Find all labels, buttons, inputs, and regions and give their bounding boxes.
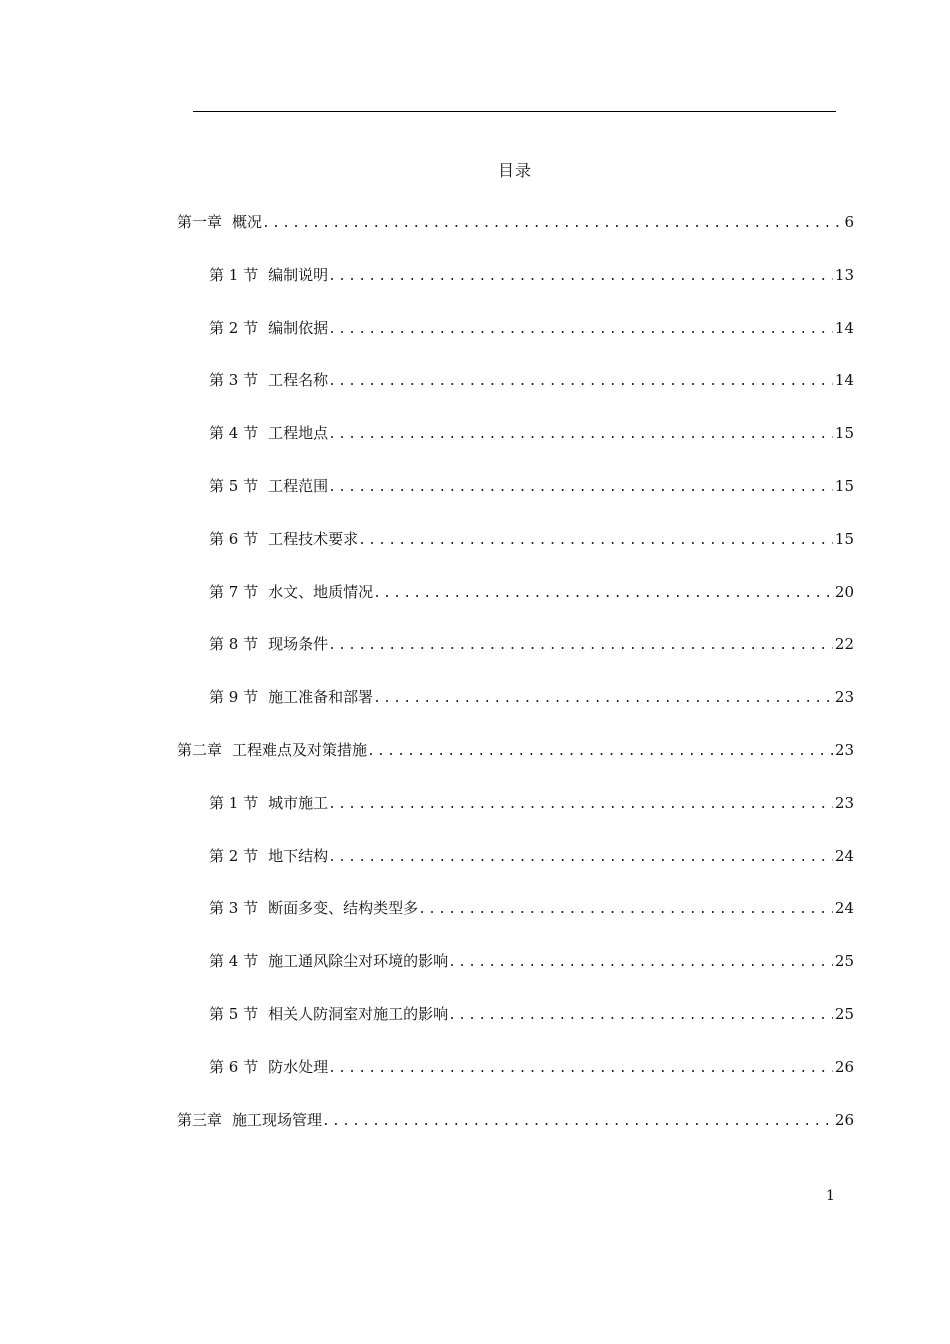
toc-section-entry[interactable] (209, 845, 854, 867)
toc-entry-page: 22 (834, 635, 854, 654)
toc-entry-number: 第 9 节 (209, 688, 259, 707)
toc-dot-leader (328, 794, 833, 816)
toc-dot-leader (328, 1058, 833, 1080)
toc-dot-leader (322, 1111, 833, 1133)
toc-dot-leader (328, 371, 833, 393)
toc-entry-number: 第 1 节 (209, 793, 259, 812)
toc-entry-page: 6 (844, 213, 854, 231)
toc-title: 目录 (497, 161, 532, 180)
toc-entry-page: 24 (834, 846, 854, 865)
toc-entry-number: 第 6 节 (209, 1057, 259, 1076)
toc-entry-page: 23 (834, 688, 854, 707)
toc-entry-label: 施工通风除尘对环境的影响 (268, 952, 449, 971)
toc-section-entry[interactable] (209, 686, 854, 708)
toc-section-entry[interactable] (209, 317, 854, 339)
toc-entry-label: 断面多变、结构类型多 (268, 899, 419, 918)
toc-dot-leader (328, 424, 833, 446)
page-number: 1 (826, 1188, 835, 1204)
toc-entry-label: 施工现场管理 (232, 1110, 323, 1129)
toc-entry-page: 25 (834, 952, 854, 971)
toc-entry-number: 第 5 节 (209, 477, 259, 495)
toc-entry-label: 工程难点及对策措施 (232, 741, 368, 759)
toc-dot-leader (373, 583, 833, 605)
toc-entry-number: 第 4 节 (209, 952, 259, 971)
toc-section-entry[interactable] (209, 369, 854, 391)
toc-entry-number: 第一章 (177, 213, 223, 231)
toc-entry-label: 城市施工 (268, 793, 329, 812)
toc-entry-page: 14 (834, 318, 854, 337)
toc-dot-leader (367, 741, 833, 763)
toc-entry-page: 23 (834, 741, 854, 759)
toc-entry-label: 工程名称 (268, 371, 329, 390)
toc-entry-number: 第 8 节 (209, 635, 259, 654)
toc-dot-leader (328, 266, 833, 288)
toc-entry-number: 第 2 节 (209, 846, 259, 865)
toc-section-entry[interactable] (209, 528, 854, 550)
toc-section-entry[interactable] (209, 264, 854, 286)
toc-chapter-entry[interactable] (177, 739, 854, 761)
toc-chapter-entry[interactable] (177, 1109, 854, 1131)
toc-entry-label: 防水处理 (268, 1057, 329, 1076)
toc-entry-number: 第 6 节 (209, 529, 259, 548)
toc-entry-label: 工程范围 (268, 477, 329, 495)
toc-entry-page: 26 (834, 1110, 854, 1129)
toc-entry-label: 工程地点 (268, 424, 329, 443)
toc-entry-label: 水文、地质情况 (268, 582, 374, 601)
toc-entry-page: 20 (834, 582, 854, 601)
toc-dot-leader (328, 477, 833, 499)
toc-entry-label: 编制依据 (268, 318, 329, 337)
toc-entry-page: 15 (834, 529, 854, 548)
toc-dot-leader (328, 635, 833, 657)
toc-section-entry[interactable] (209, 475, 854, 497)
toc-entry-number: 第 5 节 (209, 1005, 259, 1023)
toc-entry-page: 23 (834, 793, 854, 812)
toc-chapter-entry[interactable] (177, 211, 854, 233)
toc-section-entry[interactable] (209, 1003, 854, 1025)
toc-entry-label: 工程技术要求 (268, 529, 359, 548)
toc-entry-number: 第三章 (177, 1110, 223, 1129)
toc-entry-page: 14 (834, 371, 854, 390)
toc-dot-leader (262, 213, 842, 235)
toc-entry-page: 25 (834, 1005, 854, 1023)
toc-entry-page: 15 (834, 477, 854, 495)
toc-dot-leader (448, 952, 833, 974)
toc-entry-page: 15 (834, 424, 854, 443)
toc-dot-leader (448, 1005, 833, 1027)
toc-dot-leader (418, 899, 833, 921)
toc-section-entry[interactable] (209, 950, 854, 972)
toc-entry-number: 第 3 节 (209, 899, 259, 918)
toc-section-entry[interactable] (209, 633, 854, 655)
toc-dot-leader (328, 319, 833, 341)
toc-entry-number: 第 2 节 (209, 318, 259, 337)
toc-dot-leader (373, 688, 833, 710)
toc-entry-page: 24 (834, 899, 854, 918)
toc-dot-leader (328, 847, 833, 869)
toc-entry-number: 第 7 节 (209, 582, 259, 601)
toc-section-entry[interactable] (209, 422, 854, 444)
toc-entry-label: 概况 (232, 213, 263, 231)
toc-section-entry[interactable] (209, 792, 854, 814)
toc-entry-page: 26 (834, 1057, 854, 1076)
toc-entry-number: 第 4 节 (209, 424, 259, 443)
toc-entry-label: 现场条件 (268, 635, 329, 654)
toc-entry-number: 第 3 节 (209, 371, 259, 390)
toc-dot-leader (358, 530, 833, 552)
toc-entry-page: 13 (834, 265, 854, 284)
toc-entry-label: 相关人防洞室对施工的影响 (268, 1005, 449, 1023)
toc-section-entry[interactable] (209, 1056, 854, 1078)
toc-entry-label: 施工准备和部署 (268, 688, 374, 707)
header-rule (193, 111, 836, 112)
toc-entry-label: 地下结构 (268, 846, 329, 865)
toc-section-entry[interactable] (209, 581, 854, 603)
toc-entry-number: 第 1 节 (209, 265, 259, 284)
toc-section-entry[interactable] (209, 897, 854, 919)
toc-entry-label: 编制说明 (268, 265, 329, 284)
toc-entry-number: 第二章 (177, 741, 223, 759)
